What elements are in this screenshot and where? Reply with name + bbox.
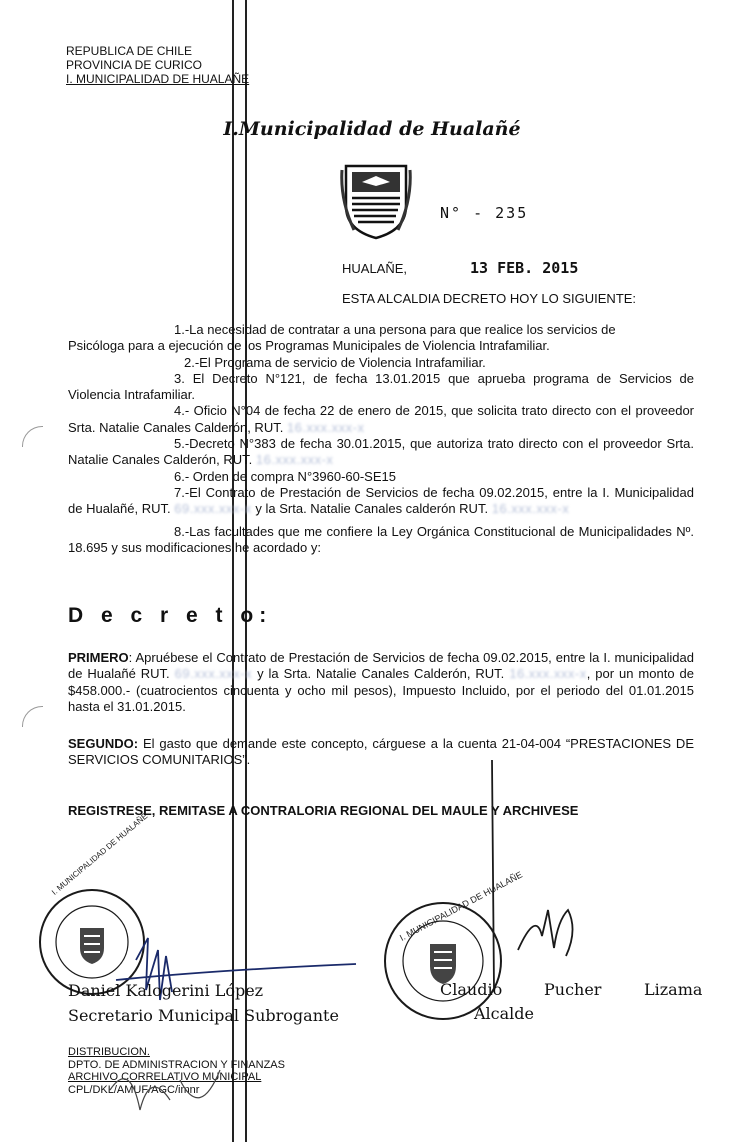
- primero-section: [68, 650, 694, 715]
- mayor-stamp-text: I. MUNICIPALIDAD DE HUALAÑE: [398, 869, 524, 943]
- redacted-rut: 69.xxx.xxx-x: [174, 501, 252, 517]
- secretary-stamp-text: I. MUNICIPALIDAD DE HUALAÑE: [50, 811, 150, 897]
- considerando-7-text-b: y la Srta. Natalie Canales calderón RUT.: [255, 501, 489, 517]
- mayor-title: Alcalde: [474, 1004, 534, 1023]
- mayor-signature: [478, 760, 598, 1000]
- decree-number: N° - 235: [440, 204, 529, 222]
- letterhead-line-municipality: I. MUNICIPALIDAD DE HUALAÑE: [66, 72, 250, 86]
- punch-hole-mark-bottom: [22, 706, 43, 727]
- redacted-rut: 16.xxx.xxx-x: [255, 452, 334, 468]
- primero-text-b: y la Srta. Natalie Canales Calderón, RUT.: [257, 666, 505, 682]
- distribution-heading: DISTRIBUCION.: [68, 1046, 150, 1058]
- punch-hole-mark-top: [22, 426, 43, 447]
- letterhead: [66, 44, 249, 86]
- decreto-heading: D e c r e t o:: [68, 604, 273, 627]
- municipal-crest-icon: [340, 160, 412, 242]
- considerando-7: [68, 485, 694, 518]
- letterhead-line-country: REPUBLICA DE CHILE: [66, 44, 193, 58]
- decree-intro: ESTA ALCALDIA DECRETO HOY LO SIGUIENTE:: [342, 291, 637, 306]
- mayor-name-last: Lizama: [644, 980, 703, 999]
- segundo-text: El gasto que demande este concepto, cárguese a la cuenta 21-04-004 “PRESTACIONES DE SERVICIOS COMUNITARIOS”.: [68, 736, 694, 768]
- redacted-rut: 16.xxx.xxx-x: [491, 501, 570, 517]
- date-stamp: 13 FEB. 2015: [470, 259, 579, 277]
- redacted-rut: 69.xxx.xxx-x: [174, 666, 253, 682]
- initials-scribble: [100, 1050, 240, 1130]
- distribution-line-3: CPL/DKL/AMUF/AGC/imnr: [68, 1083, 200, 1096]
- primero-text-c: , por un monto de $458.000.- (cuatrocientos cincuenta y ocho mil pesos), Impuesto Incluido, por el periodo del 01.01.2015 hasta el 31.01.2015.: [68, 666, 694, 714]
- mayor-name-first: Claudio: [440, 980, 503, 999]
- distribution-line-2: ARCHIVO CORRELATIVO MUNICIPAL: [68, 1071, 262, 1083]
- considerando-7-text-a: 7.-El Contrato de Prestación de Servicios de fecha 09.02.2015, entre la I. Municipalidad de Hualañé, RUT.: [68, 484, 694, 517]
- document-title: I.Municipalidad de Hualañé: [223, 118, 521, 140]
- redacted-rut: 16.xxx.xxx-x: [286, 419, 365, 435]
- segundo-section: [68, 736, 694, 769]
- secretary-name: Daniel Kalogerini López: [68, 981, 264, 1000]
- considerando-4: [68, 403, 694, 436]
- registrese-line: REGISTRESE, REMITASE A CONTRALORIA REGIONAL DEL MAULE Y ARCHIVESE: [68, 803, 579, 818]
- place-label: HUALAÑE,: [342, 261, 408, 276]
- considerando-2: 2.-El Programa de servicio de Violencia Intrafamiliar.: [184, 354, 486, 370]
- considerando-3: 3. El Decreto N°121, de fecha 13.01.2015 que aprueba programa de Servicios de Violencia Intrafamiliar.: [68, 370, 694, 403]
- considerando-1b: Psicóloga para a ejecución de los Programas Municipales de Violencia Intrafamiliar.: [68, 338, 550, 354]
- considerando-1a: 1.-La necesidad de contratar a una persona para que realice los servicios de: [174, 322, 616, 337]
- primero-text-a: : Apruébese el Contrato de Prestación de Servicios de fecha 09.02.2015, entre la I. municipalidad de Hualañé RUT.: [68, 650, 694, 682]
- considerando-8: 8.-Las facultades que me confiere la Ley Orgánica Constitucional de Municipalidades Nº. 18.695 y sus modificaciones he acordado y:: [68, 523, 694, 555]
- considerando-5-text: 5.-Decreto N°383 de fecha 30.01.2015, que autoriza trato directo con el proveedor Srta. Natalie Canales Calderón, RUT.: [68, 436, 694, 468]
- considerando-6: 6.- Orden de compra N°3960-60-SE15: [174, 468, 396, 484]
- mayor-name-middle: Pucher: [544, 980, 602, 999]
- considerandos-section: [68, 322, 694, 556]
- primero-label: PRIMERO: [68, 650, 129, 665]
- considerando-5: [68, 436, 694, 469]
- secretary-title: Secretario Municipal Subrogante: [68, 1006, 339, 1025]
- segundo-label: SEGUNDO:: [68, 736, 139, 751]
- letterhead-line-province: PROVINCIA DE CURICO: [66, 58, 203, 72]
- considerando-4-text: 4.- Oficio N°04 de fecha 22 de enero de 2015, que solicita trato directo con el proveedor Srta. Natalie Canales Calderón, RUT.: [68, 403, 694, 435]
- redacted-rut: 16.xxx.xxx-x: [509, 666, 587, 682]
- distribution-line-1: DPTO. DE ADMINISTRACION Y FINANZAS: [68, 1058, 285, 1071]
